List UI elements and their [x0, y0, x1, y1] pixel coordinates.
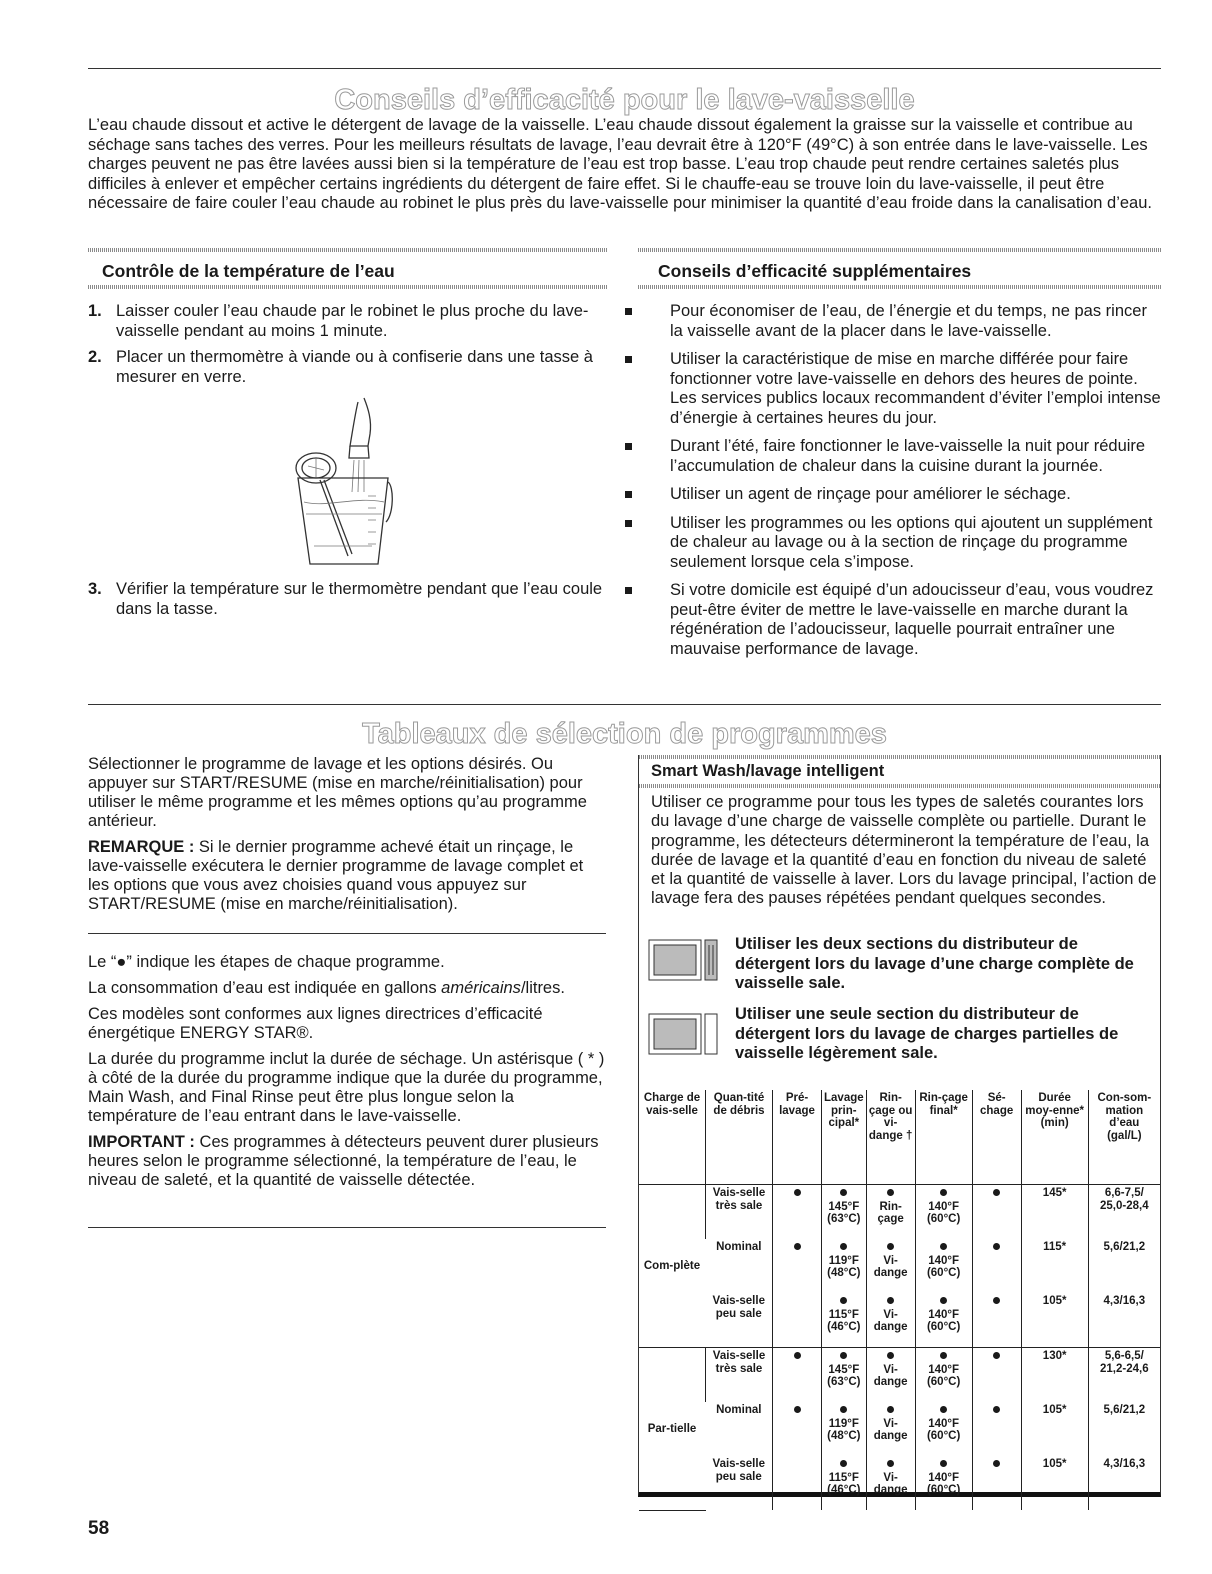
divider-left-top — [88, 248, 608, 252]
soil-cell: Vais-selle peu sale — [712, 1458, 765, 1483]
left-col-rule-1 — [88, 933, 606, 934]
smart-wash-description: Utiliser ce programme pour tous les types de saletés courantes lors du lavage d’une charge de vaisselle complète ou partielle. Durant le programme, les détecteurs détermineront la température de l’eau, la durée de lavage et la quantité d’eau en fonction du niveau de saleté et la quantité de vaisselle à laver. Lors du lavage principal, l’action de lavage fera des pauses répétées pendant quelques secondes. — [651, 793, 1157, 908]
main-wash-cell: 145°F (63°C) — [822, 1348, 867, 1403]
prewash-cell — [773, 1185, 822, 1240]
smart-wash-box — [638, 755, 1161, 1497]
energy-star-note: Ces modèles sont conformes aux lignes directrices d’efficacité énergétique ENERGY STAR®. — [88, 1005, 543, 1042]
page-number: 58 — [88, 1518, 110, 1539]
tip-item: Utiliser la caractéristique de mise en marche différée pour faire fonctionner votre lave-vaisselle en dehors des heures de pointe. Les services publics locaux recommandent d’éviter l’emploi intense d’énergie à certaines heures du jour. — [620, 350, 1161, 428]
prewash-cell — [773, 1293, 822, 1348]
program-intro-paragraph: Sélectionner le programme de lavage et les options désirés. Ou appuyer sur START/RESUME (mise en marche/réinitialisation) pour utiliser le même programme et les mêmes options qu’au programme antérieur. — [88, 755, 587, 830]
charge-cell: Com-plète — [639, 1185, 706, 1348]
water-units-note: La consommation d’eau est indiquée en gallons américains/litres. — [88, 979, 565, 997]
dry-cell — [972, 1239, 1021, 1293]
table-row — [639, 1348, 1160, 1403]
tip-item: Utiliser un agent de rinçage pour améliorer le séchage. — [620, 485, 1161, 505]
tip-item: Utiliser les programmes ou les options qui ajoutent un supplément de chaleur au lavage ou à la section de rinçage du programme seulement lorsque cela s’impose. — [620, 514, 1161, 573]
temp-steps-list-a — [88, 302, 603, 394]
program-table — [639, 1090, 1160, 1511]
detergent-dispenser-partial-icon — [647, 1011, 719, 1057]
rinse-cell: Vi-dange — [866, 1348, 915, 1403]
rinse-cell: Rin-çage — [866, 1185, 915, 1240]
tip-item: Durant l’été, faire fonctionner le lave-vaisselle la nuit pour réduire l’accumulation de chaleur dans la cuisine durant la journée. — [620, 437, 1161, 476]
intro-paragraph: L’eau chaude dissout et active le détergent de lavage de la vaisselle. L’eau chaude dissout également la graisse sur la vaisselle et contribue au séchage sans taches des verres. Pour les meilleurs résultats de lavage, l’eau devrait être à 120°F (49°C) à son entrée dans le lave-vaisselle. Les charges peuvent ne pas être lavées aussi bien si la température de l’eau est trop basse. L’eau trop chaude peut rendre certaines saletés plus difficiles à enlever et empêcher certains ingrédients du détergent de faire effet. Si le chauffe-eau se trouve loin du lave-vaisselle, il peut être nécessaire de faire couler l’eau chaude au robinet le plus près du lave-vaisselle pour minimiser la quantité d’eau froide dans la canalisation d’eau. — [88, 116, 1152, 212]
duration-cell: 130* — [1021, 1348, 1088, 1403]
smart-wash-heading: Smart Wash/lavage intelligent — [651, 762, 885, 780]
detergent-dispenser-full-icon — [647, 937, 719, 983]
dry-cell — [972, 1402, 1021, 1456]
smart-wash-heading-hatch — [639, 784, 1160, 788]
table-row — [639, 1402, 1160, 1456]
water-cell: 5,6-6,5/ 21,2-24,6 — [1088, 1348, 1160, 1403]
final-rinse-cell: 140°F (60°C) — [915, 1456, 972, 1510]
duration-note: La durée du programme inclut la durée de séchage. Un astérisque ( * ) à côté de la durée du programme indique que la durée du programme, Main Wash, and Final Rinse peut être plus longue selon la température de l’eau entrant dans le lave-vaisselle. — [88, 1050, 605, 1125]
section2-rule — [88, 704, 1161, 705]
main-wash-cell: 115°F (46°C) — [822, 1456, 867, 1510]
step-item: 2. Placer un thermomètre à viande ou à confiserie dans une tasse à mesurer en verre. — [88, 348, 593, 386]
final-rinse-cell: 140°F (60°C) — [915, 1185, 972, 1240]
tip-item: Si votre domicile est équipé d’un adoucisseur d’eau, vous voudrez peut-être éviter de mettre le lave-vaisselle en marche durant la régénération de l’adoucisseur, laquelle pourrait entraîner une mauvaise performance de lavage. — [620, 581, 1161, 659]
col-prewash: Pré-lavage — [773, 1090, 822, 1185]
left-col-rule-2 — [88, 1227, 606, 1228]
temp-steps-list-b — [88, 580, 603, 626]
col-duration: Durée moy-enne* (min) — [1021, 1090, 1088, 1185]
divider-left-bottom — [88, 285, 608, 289]
divider-right-bottom — [638, 285, 1161, 289]
dry-cell — [972, 1348, 1021, 1403]
soil-cell: Vais-selle très sale — [706, 1185, 773, 1240]
tip-item: Pour économiser de l’eau, de l’énergie et du temps, ne pas rincer la vaisselle avant de la placer dans le lave-vaisselle. — [620, 302, 1161, 341]
charge-cell: Par-tielle — [639, 1348, 706, 1511]
main-wash-cell: 119°F (48°C) — [822, 1402, 867, 1456]
table-header-row — [639, 1090, 1160, 1185]
step-item: 1. Laisser couler l’eau chaude par le robinet le plus proche du lave-vaisselle pendant au moins 1 minute. — [88, 302, 589, 340]
section-title-efficiency: Conseils d’efficacité pour le lave-vaisselle — [334, 84, 915, 116]
water-cell: 5,6/21,2 — [1088, 1402, 1160, 1456]
table-row — [639, 1239, 1160, 1293]
program-notes-column — [88, 953, 606, 1197]
program-intro-column — [88, 755, 606, 921]
extra-tips-list — [620, 302, 1161, 668]
water-cell: 6,6-7,5/ 25,0-28,4 — [1088, 1185, 1160, 1240]
dispenser-partial-instruction: Utiliser une seule section du distributeur de détergent lors du lavage de charges partielles de vaisselle légèrement sale. — [735, 1005, 1119, 1062]
water-cell: 4,3/16,3 — [1088, 1293, 1160, 1348]
final-rinse-cell: 140°F (60°C) — [915, 1402, 972, 1456]
table-row — [639, 1293, 1160, 1348]
col-water: Con-som-mation d’eau (gal/L) — [1088, 1090, 1160, 1185]
dispenser-full-instruction: Utiliser les deux sections du distributeur de détergent lors du lavage d’une charge complète de vaisselle sale. — [735, 935, 1134, 992]
dry-cell — [972, 1185, 1021, 1240]
top-rule — [88, 68, 1161, 69]
final-rinse-cell: 140°F (60°C) — [915, 1348, 972, 1403]
table-row — [639, 1456, 1160, 1510]
main-wash-cell: 119°F (48°C) — [822, 1239, 867, 1293]
smart-wash-top-hatch — [639, 755, 1160, 759]
remark-paragraph: REMARQUE : Si le dernier programme achevé était un rinçage, le lave-vaisselle exécutera le dernier programme de lavage complet et les options que vous avez choisies quand vous appuyez sur START/RESUME (mise en marche/réinitialisation). — [88, 838, 584, 913]
prewash-cell — [773, 1348, 822, 1403]
important-note: IMPORTANT : Ces programmes à détecteurs peuvent durer plusieurs heures selon le programme sélectionné, la température de l’eau, le niveau de saleté, et la quantité de vaisselle détectée. — [88, 1133, 599, 1189]
soil-cell: Vais-selle très sale — [706, 1348, 773, 1403]
rinse-cell: Vi-dange — [866, 1402, 915, 1456]
temp-control-heading: Contrôle de la température de l’eau — [102, 261, 395, 281]
soil-cell: Nominal — [716, 1404, 762, 1416]
col-soil: Quan-tité de débris — [706, 1090, 773, 1185]
main-wash-cell: 145°F (63°C) — [822, 1185, 867, 1240]
legend-note: Le “●” indique les étapes de chaque programme. — [88, 953, 445, 971]
prewash-cell — [773, 1239, 822, 1293]
divider-right-top — [638, 248, 1161, 252]
main-wash-cell: 115°F (46°C) — [822, 1293, 867, 1348]
soil-cell: Nominal — [716, 1241, 762, 1253]
final-rinse-cell: 140°F (60°C) — [915, 1239, 972, 1293]
duration-cell: 105* — [1021, 1456, 1088, 1510]
col-rinse-drain: Rin-çage ou vi-dange † — [866, 1090, 915, 1185]
step-item: 3. Vérifier la température sur le thermomètre pendant que l’eau coule dans la tasse. — [88, 580, 603, 618]
water-cell: 5,6/21,2 — [1088, 1239, 1160, 1293]
table-row — [639, 1185, 1160, 1240]
dry-cell — [972, 1293, 1021, 1348]
rinse-cell: Vi-dange — [866, 1239, 915, 1293]
col-dry: Sé-chage — [972, 1090, 1021, 1185]
col-main-wash: Lavage prin-cipal* — [822, 1090, 867, 1185]
rinse-cell: Vi-dange — [866, 1456, 915, 1510]
col-charge: Charge de vais-selle — [639, 1090, 706, 1185]
duration-cell: 145* — [1021, 1185, 1088, 1240]
duration-cell: 115* — [1021, 1239, 1088, 1293]
extra-tips-heading: Conseils d’efficacité supplémentaires — [658, 261, 972, 281]
soil-cell: Vais-selle peu sale — [706, 1293, 773, 1348]
duration-cell: 105* — [1021, 1293, 1088, 1348]
final-rinse-cell: 140°F (60°C) — [915, 1293, 972, 1348]
duration-cell: 105* — [1021, 1402, 1088, 1456]
prewash-cell — [773, 1456, 822, 1510]
thermometer-cup-illustration — [286, 396, 398, 572]
prewash-cell — [773, 1402, 822, 1456]
section-title-program-charts: Tableaux de sélection de programmes — [362, 718, 887, 750]
dry-cell — [972, 1456, 1021, 1510]
col-final-rinse: Rin-çage final* — [915, 1090, 972, 1185]
water-cell: 4,3/16,3 — [1088, 1456, 1160, 1510]
rinse-cell: Vi-dange — [866, 1293, 915, 1348]
